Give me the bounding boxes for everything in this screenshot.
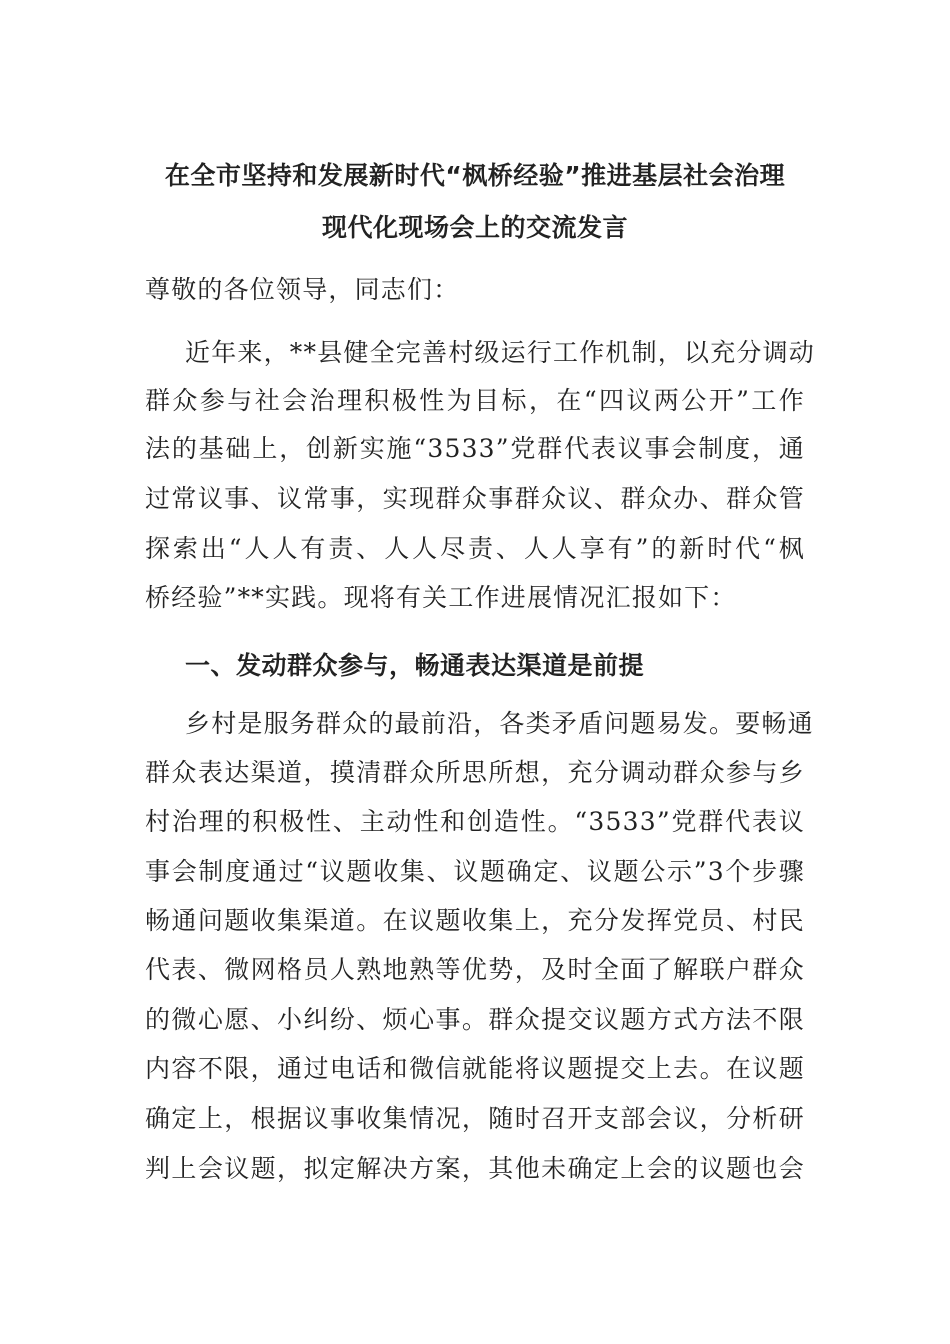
salutation: 尊敬的各位领导，同志们： [145, 275, 460, 304]
section-line: 畅通问题收集渠道。在议题收集上，充分发挥党员、村民 [145, 906, 805, 935]
section-line: 判上会议题，拟定解决方案，其他未确定上会的议题也会 [145, 1154, 805, 1183]
intro-line: 过常议事、议常事，实现群众事群众议、群众办、群众管 [145, 484, 805, 513]
section-line: 村治理的积极性、主动性和创造性。“3533”党群代表议 [145, 807, 805, 836]
intro-line: 近年来，**县健全完善村级运行工作机制，以充分调动 [185, 338, 816, 367]
section-line: 事会制度通过“议题收集、议题确定、议题公示”3个步骤 [145, 857, 805, 886]
section-line: 的微心愿、小纠纷、烦心事。群众提交议题方式方法不限 [145, 1005, 805, 1034]
section-line: 内容不限，通过电话和微信就能将议题提交上去。在议题 [145, 1054, 805, 1083]
intro-line: 桥经验”**实践。现将有关工作进展情况汇报如下： [145, 583, 737, 612]
section-line: 群众表达渠道，摸清群众所思所想，充分调动群众参与乡 [145, 758, 805, 787]
intro-line: 群众参与社会治理积极性为目标，在“四议两公开”工作 [145, 386, 805, 415]
document-title-line-2: 现代化现场会上的交流发言 [321, 213, 628, 242]
section-line: 代表、微网格员人熟地熟等优势，及时全面了解联户群众 [145, 955, 805, 984]
intro-line: 探索出“人人有责、人人尽责、人人享有”的新时代“枫 [145, 534, 805, 563]
section-heading: 一、发动群众参与，畅通表达渠道是前提 [185, 651, 645, 680]
section-line: 乡村是服务群众的最前沿，各类矛盾问题易发。要畅通 [185, 709, 814, 738]
document-title-line-1: 在全市坚持和发展新时代“枫桥经验”推进基层社会治理 [164, 161, 786, 190]
section-line: 确定上，根据议事收集情况，随时召开支部会议，分析研 [145, 1104, 805, 1133]
intro-line: 法的基础上，创新实施“3533”党群代表议事会制度，通 [145, 434, 805, 463]
